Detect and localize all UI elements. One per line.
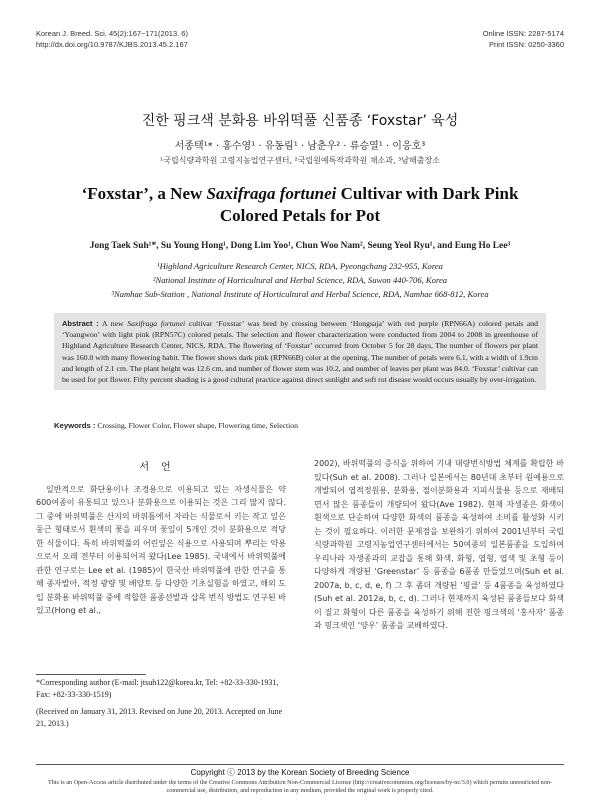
keywords <box>54 421 546 430</box>
english-title-species: Saxifraga fortunei <box>206 184 337 203</box>
english-authors: Jong Taek Suh¹*, Su Young Hong¹, Dong Lim Yoo¹, Chun Woo Nam², Seung Yeol Ryu¹, and Eung Ho Lee³ <box>89 241 511 251</box>
affiliation-2: ²National Institute of Horticultural and Herbal Science, RDA, Suwon 440-706, Korea <box>152 275 448 285</box>
korean-authors: 서종택¹* · 홍수영¹ · 유동림¹ · 남춘우² · 류승열¹ · 이응호³ <box>174 141 426 152</box>
footer-divider <box>36 764 564 765</box>
corresponding-author-note: *Corresponding author (E-mail: jtsuh122@korea.kr, Tel: +82-33-330-1931, Fax: +82-33-330-1519) <box>36 678 279 699</box>
english-title-part-a: ‘Foxstar’, a New <box>81 184 207 203</box>
abstract-text-b: cultivar ‘Foxstar’ was bred by crossing between ‘Hongsaja’ with red purple (RPN66A) colored petals and ‘Yoangwoo’ with light pink (RPN57C) colored petals. The selection and flower characterization were conducted from 2004 to 2008 in greenhouse of Highland Agriculture Research Center, NICS, RDA. The flowering of ‘Foxstar’ occurred from October 5 for 28 days, The number of flowers per plant was 160.0 with many flowering habit. The flower shows dark pink (RPN66B) color at the opening, The number of petals were 6.1, with a width of 1.9cm and length of 2.1 cm. The plant height was 12.6 cm, and number of flower stem was 10.2, and number of leaves per plant was 84.0. ‘Foxstar’ cultivar can be used for pot flower. Fifty percent shading is a good cultural practice against direct sunlight and soft rot disease would occurs usually by over-irrigation. <box>62 319 538 385</box>
section-heading-introduction: 서언 <box>139 462 183 473</box>
english-title-line2: Colored Petals for Pot <box>219 206 381 225</box>
english-affiliations <box>0 259 600 301</box>
english-title-part-b: Cultivar with Dark Pink <box>336 184 519 203</box>
korean-title: 진한 핑크색 분화용 바위떡풀 신품종 ‘Foxstar’ 육성 <box>141 113 459 129</box>
affiliation-1: ¹Highland Agriculture Research Center, NICS, RDA, Pyeongchang 232-955, Korea <box>157 261 443 271</box>
copyright-line: Copyright ⓒ 2013 by the Korean Society of Breeding Science <box>190 768 410 777</box>
received-dates-note: (Received on January 31, 2013. Revised on June 20, 2013. Accepted on June 21, 2013.) <box>36 707 283 728</box>
footnote-divider <box>36 674 146 675</box>
abstract-label: Abstract : <box>62 319 99 328</box>
abstract <box>54 313 546 390</box>
body-paragraph-right: 2002), 바위떡풀의 증식을 위하여 기내 대량번식방법 체계를 확립한 바 있다(Suh et al. 2008). 그러나 일본에서는 80년대 초부터 원예용으로 개발되어 엽적정원용, 분화용, 절이분화용과 지피식물용 등으로 재배되면서 많은 품종들이 개량되어 왔다(Ave 1982). 현재 자생종은 화색이 흰색으로 단순하여 다양한 화색의 품종을 육성하여 소비를 활성화 시키는 것이 필요하다. 이러한 문제점을 보완하기 위하여 2001년부터 국립식량과학원 고령지농업연구센터에서는 50여종의 일본품종을 도입하여 우리나라 자생종과의 교잡을 통해 화색, 화형, 엽형, 엽색 및 초형 등이 다양하게 개량된 ‘Greenstar’ 등 품종을 6품종 만들었으며(Suh et al. 2007a, b, c, d, e, f) 그 후 좀더 개량된 ‘핑클’ 등 4품종을 육성하였다 (Suh et al. 2012a, b, c, d). 그러나 현재까지 육성된 품종들보다 화색이 짙고 화형이 다른 품종을 육성하기 위해 진한 핑크색의 ‘홍사자’ 품종과 핑크색인 ‘양우’ 품종을 교배하였다. <box>314 459 564 630</box>
doi-link[interactable]: http://dx.doi.org/10.9787/KJBS.2013.45.2.167 <box>36 40 188 49</box>
body-paragraph-left: 일반적으로 화단용이나 조경용으로 이용되고 있는 자생식물은 약 600여종이 유통되고 있으나 분화용으로 이용되는 것은 그리 많지 않다. 그 중에 바위떡풀은 산지의 바위틈에서 자라는 식물로서 키는 작고 잎은 둥근 형태로서 흰색의 꽃을 피우며 꽃잎이 5개인 것이 분화용으로 적당한 식물이다. 특히 바위떡풀의 어린잎은 식용으로 사용되며 뿌리는 약용으로서 오래 전부터 이용되어져 왔다(Lee 1985). 국내에서 바위떡풀에 관한 연구로는 Lee et al. (1985)이 한국산 바위떡풀에 관한 연구를 통해 종자발아, 적정 광량 및 배양토 등 다양한 기초실험을 하였고, 해외 도입 분화용 바위떡풀 중에 적합한 품종선발과 삽목 번식 방법도 연구된 바 있고(Hong et al., <box>36 484 286 615</box>
print-issn: Print ISSN: 0250-3360 <box>488 40 564 49</box>
online-issn: Online ISSN: 2287-5174 <box>482 29 564 38</box>
license-text: This is an Open-Access article distributed under the terms of the Creative Commons Attribution Non-Commercial License (http://creativecommons.org/licenses/by-nc/3.0) which permits unrestricted non-commercial use, distribution, and reproduction in any medium, provided the original work is properly cited. <box>47 779 553 794</box>
english-title <box>0 183 600 227</box>
affiliation-3: ³Namhae Sub-Station , National Institute of Horticultural and Herbal Science, RDA, Namhae 668-812, Korea <box>111 289 489 299</box>
body-right-column <box>314 457 564 633</box>
korean-affiliations: ¹국립식량과학원 고령지농업연구센터, ²국립원예특작과학원 채소과, ³남해출장소 <box>160 156 440 165</box>
abstract-species: Saxifraga fortunei <box>127 319 186 328</box>
journal-header <box>36 28 188 50</box>
journal-citation: Korean J. Breed. Sci. 45(2):167~171(2013. 6) <box>36 29 188 38</box>
keywords-label: Keywords : <box>54 421 96 430</box>
abstract-text-a: A new <box>98 319 128 328</box>
issn-header <box>483 28 564 50</box>
keywords-text: Crossing, Flower Color, Flower shape, Flowering time, Selection <box>95 421 298 430</box>
body-left-column <box>36 457 286 618</box>
